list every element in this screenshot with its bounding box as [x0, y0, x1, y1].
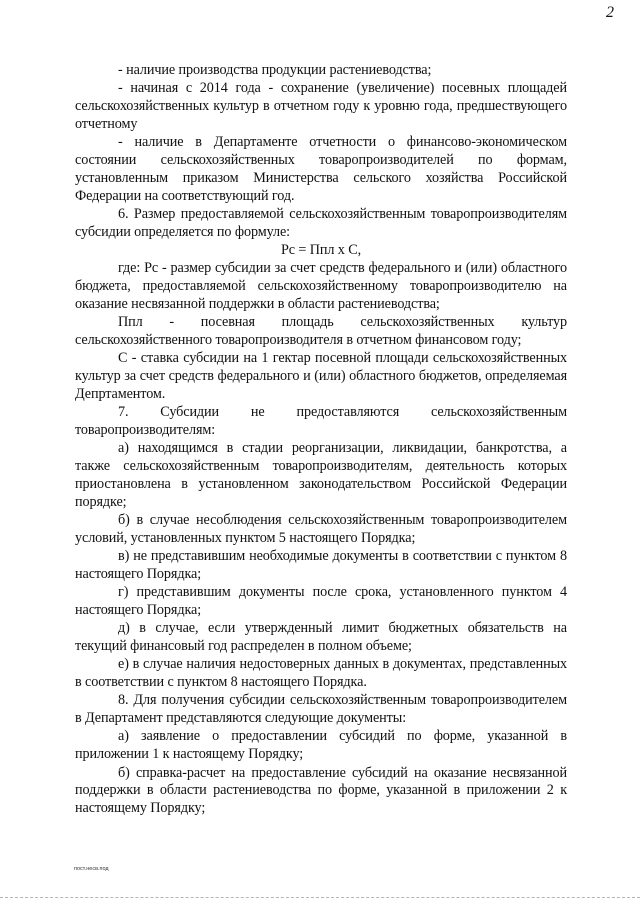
clause-6-heading: 6. Размер предоставляемой сельскохозяйственным товаропроизводителям субсидии определяется по формуле:: [75, 205, 567, 240]
clause-8-heading: 8. Для получения субсидии сельскохозяйственным товаропроизводителем в Департамент представляются следующие документы:: [75, 692, 567, 727]
formula-definition-c: С - ставка субсидии на 1 гектар посевной площади сельскохозяйственных культур за счет средств федерального и (или) областного бюджетов, определяемая Депртаментом.: [75, 350, 567, 402]
condition-sown-area: - начиная с 2014 года - сохранение (увеличение) посевных площадей сельскохозяйственных культур в отчетном году к уровню года, предшествующего отчетному: [75, 80, 567, 132]
clause-7-item-v: в) не представившим необходимые документы в соответствии с пунктом 8 настоящего Порядка;: [75, 548, 567, 582]
clause-7-item-e: е) в случае наличия недостоверных данных в документах, представленных в соответствии с пунктом 8 настоящего Порядка.: [75, 656, 567, 691]
condition-production: - наличие производства продукции растениеводства;: [118, 62, 432, 78]
condition-reporting: - наличие в Департаменте отчетности о финансово-экономическом состоянии сельскохозяйственных товаропроизводителей по формам, установленным приказом Министерства сельского хозяйства Российской Федерации на соответствующий год.: [75, 134, 567, 204]
clause-8-item-a: а) заявление о предоставлении субсидий по форме, указанной в приложении 1 к настоящему Порядку;: [75, 728, 567, 763]
formula-definition-rs: где: Рс - размер субсидии за счет средств федерального и (или) областного бюджета, предоставляемой сельскохозяйственному товаропроизводителю на оказание несвязанной поддержки в области растениеводства;: [75, 260, 567, 312]
subsidy-formula: Рс = Ппл х С,: [280, 241, 362, 258]
clause-7-item-a: а) находящимся в стадии реорганизации, ликвидации, банкротства, а также сельскохозяйственным товаропроизводителям, деятельность которых приостановлена в установленном законодательством Российской Федерации порядке;: [75, 440, 567, 510]
footer-file-name: пост.несв.под: [74, 866, 109, 872]
clause-7-item-d: д) в случае, если утвержденный лимит бюджетных обязательств на текущий финансовый год распределен в полном объеме;: [75, 620, 567, 654]
clause-7-item-b: б) в случае несоблюдения сельскохозяйственным товаропроизводителем условий, установленных пунктом 5 настоящего Порядка;: [75, 511, 567, 546]
clause-7-item-g: г) представившим документы после срока, установленного пунктом 4 настоящего Порядка;: [75, 584, 567, 618]
document-body: [75, 62, 567, 818]
scan-edge-divider: [0, 897, 640, 898]
clause-7-heading: 7. Субсидии не предоставляются сельскохозяйственным товаропроизводителям:: [75, 404, 567, 438]
page-number: 2: [606, 4, 614, 21]
clause-8-item-b: б) справка-расчет на предоставление субсидий на оказание несвязанной поддержки в области растениеводства по форме, указанной в приложении 2 к настоящему Порядку;: [75, 764, 567, 817]
formula-definition-ppl: Ппл - посевная площадь сельскохозяйственных культур сельскохозяйственного товаропроизводителя в отчетном финансовом году;: [75, 314, 567, 348]
